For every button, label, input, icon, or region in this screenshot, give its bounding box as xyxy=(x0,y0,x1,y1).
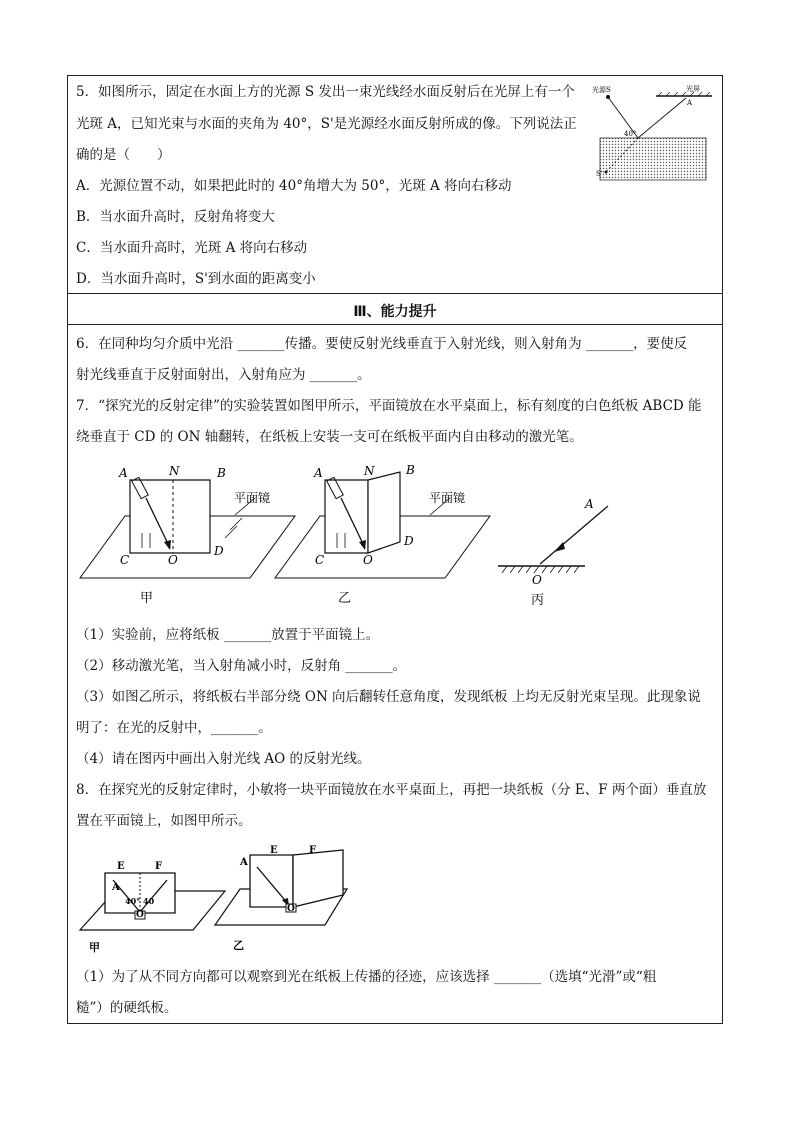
row-divider xyxy=(67,293,723,294)
q7-fig2-label-a: A xyxy=(314,466,323,480)
q5-fig-spot-label: A xyxy=(687,99,693,107)
q8-fig1-angle-2: 40 xyxy=(143,896,155,906)
q7-figures xyxy=(70,458,720,608)
q8-fig1-label-a: A xyxy=(112,882,120,893)
q7-fig1-label-a: A xyxy=(119,466,128,480)
q8-sub1-line1: （1）为了从不同方向都可以观察到光在纸板上传播的径迹，应该选择 _______（选填“光滑”或“粗 xyxy=(76,969,657,985)
q5-option-d: D．当水面升高时，S'到水面的距离变小 xyxy=(76,271,316,287)
section-title: Ⅲ、能力提升 xyxy=(353,304,437,320)
q7-sub1: （1）实验前，应将纸板 _______放置于平面镜上。 xyxy=(76,627,380,643)
q7-fig2-label-n: N xyxy=(364,464,375,478)
q7-fig3-label-a: A xyxy=(585,497,594,511)
q7-line2: 绕垂直于 CD 的 ON 轴翻转，在纸板上安装一支可在纸板平面内自由移动的激光笔。 xyxy=(76,429,583,445)
q8-fig2-label-f: F xyxy=(309,845,317,856)
q7-sub2: （2）移动激光笔，当入射角减小时，反射角 _______。 xyxy=(76,658,407,674)
q6-line1: 6．在同种均匀介质中光沿 _______传播。要使反射光线垂直于入射光线，则入射角为 _______，要使反 xyxy=(76,336,688,352)
q5-line2: 光斑 A，已知光束与水面的夹角为 40°，S'是光源经水面反射所成的像。下列说法正 xyxy=(76,116,577,132)
q7-fig2-label-d: D xyxy=(404,534,414,548)
q5-fig-angle-label: 40° xyxy=(624,130,637,138)
q7-fig1-mirror-label: 平面镜 xyxy=(234,491,271,505)
q7-fig1-label-n: N xyxy=(169,464,180,478)
q8-fig2-label-e: E xyxy=(270,845,278,856)
q7-fig2-label-b: B xyxy=(406,463,415,477)
q8-line1: 8．在探究光的反射定律时，小敏将一块平面镜放在水平桌面上，再把一块纸板（分 E、F 两个面）垂直放 xyxy=(76,782,707,798)
q7-sub4: （4）请在图丙中画出入射光线 AO 的反射光线。 xyxy=(76,751,371,767)
q5-figure xyxy=(590,80,715,185)
q5-fig-source-label: 光源S xyxy=(592,86,611,94)
q7-line1: 7．“探究光的反射定律”的实验装置如图甲所示，平面镜放在水平桌面上，标有刻度的白色纸板 ABCD 能 xyxy=(76,398,702,414)
q7-fig1-caption: 甲 xyxy=(140,591,154,606)
q7-fig2-label-o: O xyxy=(363,553,373,567)
q8-figures xyxy=(75,845,365,955)
q5-fig-image-label: S' xyxy=(596,170,603,178)
q7-fig2-label-c: C xyxy=(315,553,325,567)
q7-fig1-label-d: D xyxy=(214,544,224,558)
q5-line3: 确的是（ ） xyxy=(76,147,171,163)
row-divider xyxy=(67,324,723,325)
q7-fig3-label-o: O xyxy=(532,573,542,587)
q8-fig1-caption: 甲 xyxy=(89,941,100,954)
q7-fig2-caption: 乙 xyxy=(338,591,352,606)
q8-fig1-label-o: O xyxy=(136,910,144,920)
q7-fig2-mirror-label: 平面镜 xyxy=(429,491,466,505)
q8-fig1-angle-1: 40° xyxy=(125,896,141,906)
q7-fig1-label-o: O xyxy=(168,553,178,567)
q8-fig1-label-f: F xyxy=(155,861,163,872)
q5-option-c: C．当水面升高时，光斑 A 将向右移动 xyxy=(76,240,308,256)
q7-fig3-caption: 丙 xyxy=(531,593,545,608)
q6-line2: 射光线垂直于反射面射出，入射角应为 _______。 xyxy=(76,367,371,383)
q8-sub1-line2: 糙”）的硬纸板。 xyxy=(76,1000,178,1016)
q7-sub3-line1: （3）如图乙所示，将纸板右半部分绕 ON 向后翻转任意角度，发现纸板 上均无反射光束呈现。此现象说 xyxy=(76,689,701,705)
q8-line2: 置在平面镜上，如图甲所示。 xyxy=(76,813,252,829)
q7-fig1-label-b: B xyxy=(217,466,226,480)
q8-fig2-label-a: A xyxy=(240,857,248,868)
q5-line1: 5．如图所示，固定在水面上方的光源 S 发出一束光线经水面反射后在光屏上有一个 xyxy=(76,84,575,100)
q7-fig1-label-c: C xyxy=(120,553,130,567)
q5-fig-screen-label: 光屏 xyxy=(686,85,700,93)
q8-fig2-caption: 乙 xyxy=(233,939,244,952)
q8-fig1-label-e: E xyxy=(117,861,125,872)
q5-option-a: A．光源位置不动，如果把此时的 40°角增大为 50°，光斑 A 将向右移动 xyxy=(76,178,512,194)
q8-fig2-label-o: O xyxy=(287,904,295,914)
q7-sub3-line2: 明了：在光的反射中，_______。 xyxy=(76,720,272,736)
q5-option-b: B．当水面升高时，反射角将变大 xyxy=(76,209,275,225)
